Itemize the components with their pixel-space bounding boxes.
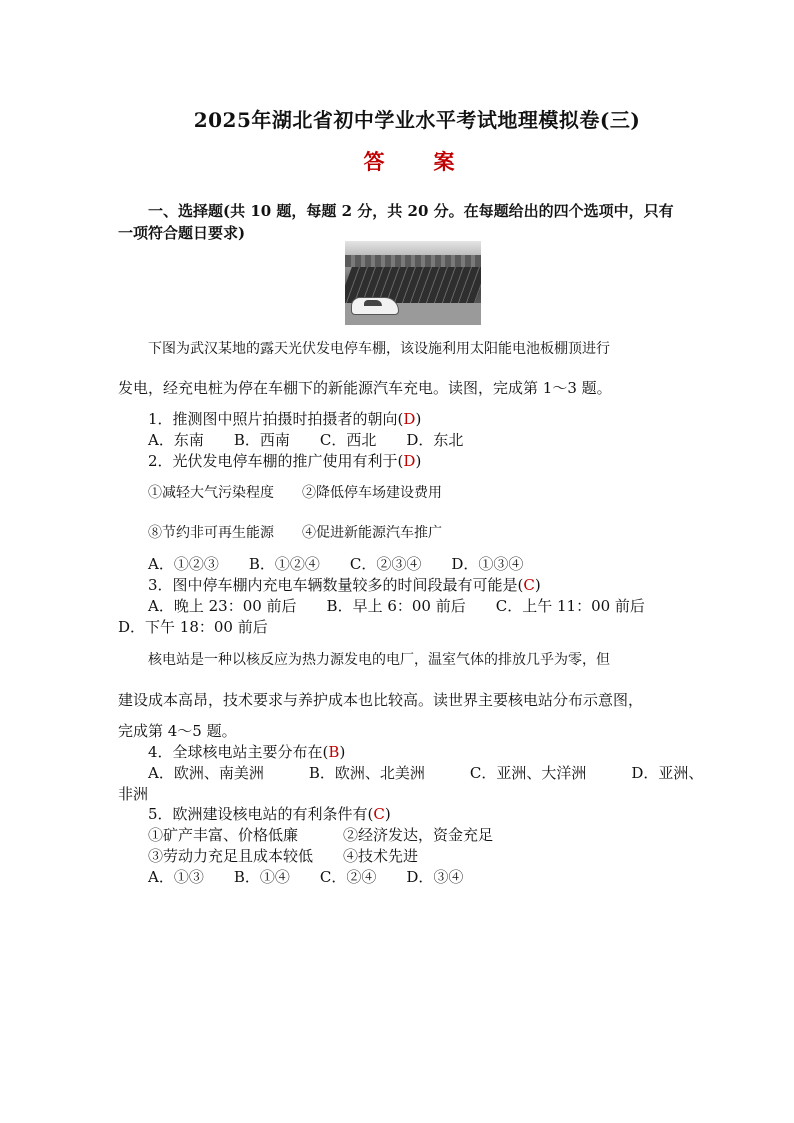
- passage-1-line-2: 发电，经充电桩为停在车棚下的新能源汽车充电。读图，完成第 1～3 题。: [118, 379, 612, 397]
- question-2-items-2: ⑧节约非可再生能源 ④促进新能源汽车推广: [148, 525, 442, 541]
- passage-2-line-3: 完成第 4～5 题。: [118, 722, 237, 740]
- question-4-options-2: 非洲: [118, 785, 149, 803]
- question-1: 1．推测图中照片拍摄时拍摄者的朝向(D): [148, 410, 422, 428]
- passage-2-line-2: 建设成本高昂，技术要求与养护成本也比较高。读世界主要核电站分布示意图，: [118, 691, 644, 709]
- question-4-answer: B: [328, 743, 340, 761]
- question-1-answer: D: [403, 410, 416, 428]
- page-title: 2025年湖北省初中学业水平考试地理模拟卷(三): [193, 108, 641, 132]
- question-2-items-1: ①减轻大气污染程度 ②降低停车场建设费用: [148, 485, 442, 501]
- section-heading-line-2: 一项符合题日要求): [118, 224, 246, 242]
- question-4-options-1: A．欧洲、南美洲 B．欧洲、北美洲 C．亚洲、大洋洲 D．亚洲、: [148, 764, 704, 782]
- question-3-answer: C: [523, 576, 535, 594]
- passage-2-line-1: 核电站是一种以核反应为热力源发电的电厂，温室气体的排放几乎为零，但: [148, 652, 610, 668]
- question-2-options: A．①②③ B．①②④ C．②③④ D．①③④: [148, 555, 524, 573]
- question-4: 4．全球核电站主要分布在(B): [148, 743, 346, 761]
- question-2: 2．光伏发电停车棚的推广使用有利于(D): [148, 452, 422, 470]
- question-5-items-1: ①矿产丰富、价格低廉 ②经济发达，资金充足: [148, 826, 494, 844]
- question-3-options-1: A．晚上 23：00 前后 B．早上 6：00 前后 C．上午 11：00 前后: [148, 597, 645, 615]
- question-1-options: A．东南 B．西南 C．西北 D．东北: [148, 431, 464, 449]
- question-5-items-2: ③劳动力充足且成本较低 ④技术先进: [148, 847, 419, 865]
- question-5: 5．欧洲建设核电站的有利条件有(C): [148, 805, 391, 823]
- passage-1-line-1: 下图为武汉某地的露天光伏发电停车棚，该设施利用太阳能电池板棚顶进行: [148, 341, 610, 357]
- question-3-options-2: D．下午 18：00 前后: [118, 618, 268, 636]
- question-3: 3．图中停车棚内充电车辆数量较多的时间段最有可能是(C): [148, 576, 541, 594]
- answer-heading: 答 案: [363, 149, 469, 174]
- solar-carport-photo: [345, 241, 481, 325]
- section-heading-line-1: 一、选择题(共 10 题，每题 2 分，共 20 分。在每题给出的四个选项中，只有: [148, 202, 674, 220]
- question-5-answer: C: [373, 805, 385, 823]
- question-2-answer: D: [403, 452, 416, 470]
- question-5-options: A．①③ B．①④ C．②④ D．③④: [148, 868, 464, 886]
